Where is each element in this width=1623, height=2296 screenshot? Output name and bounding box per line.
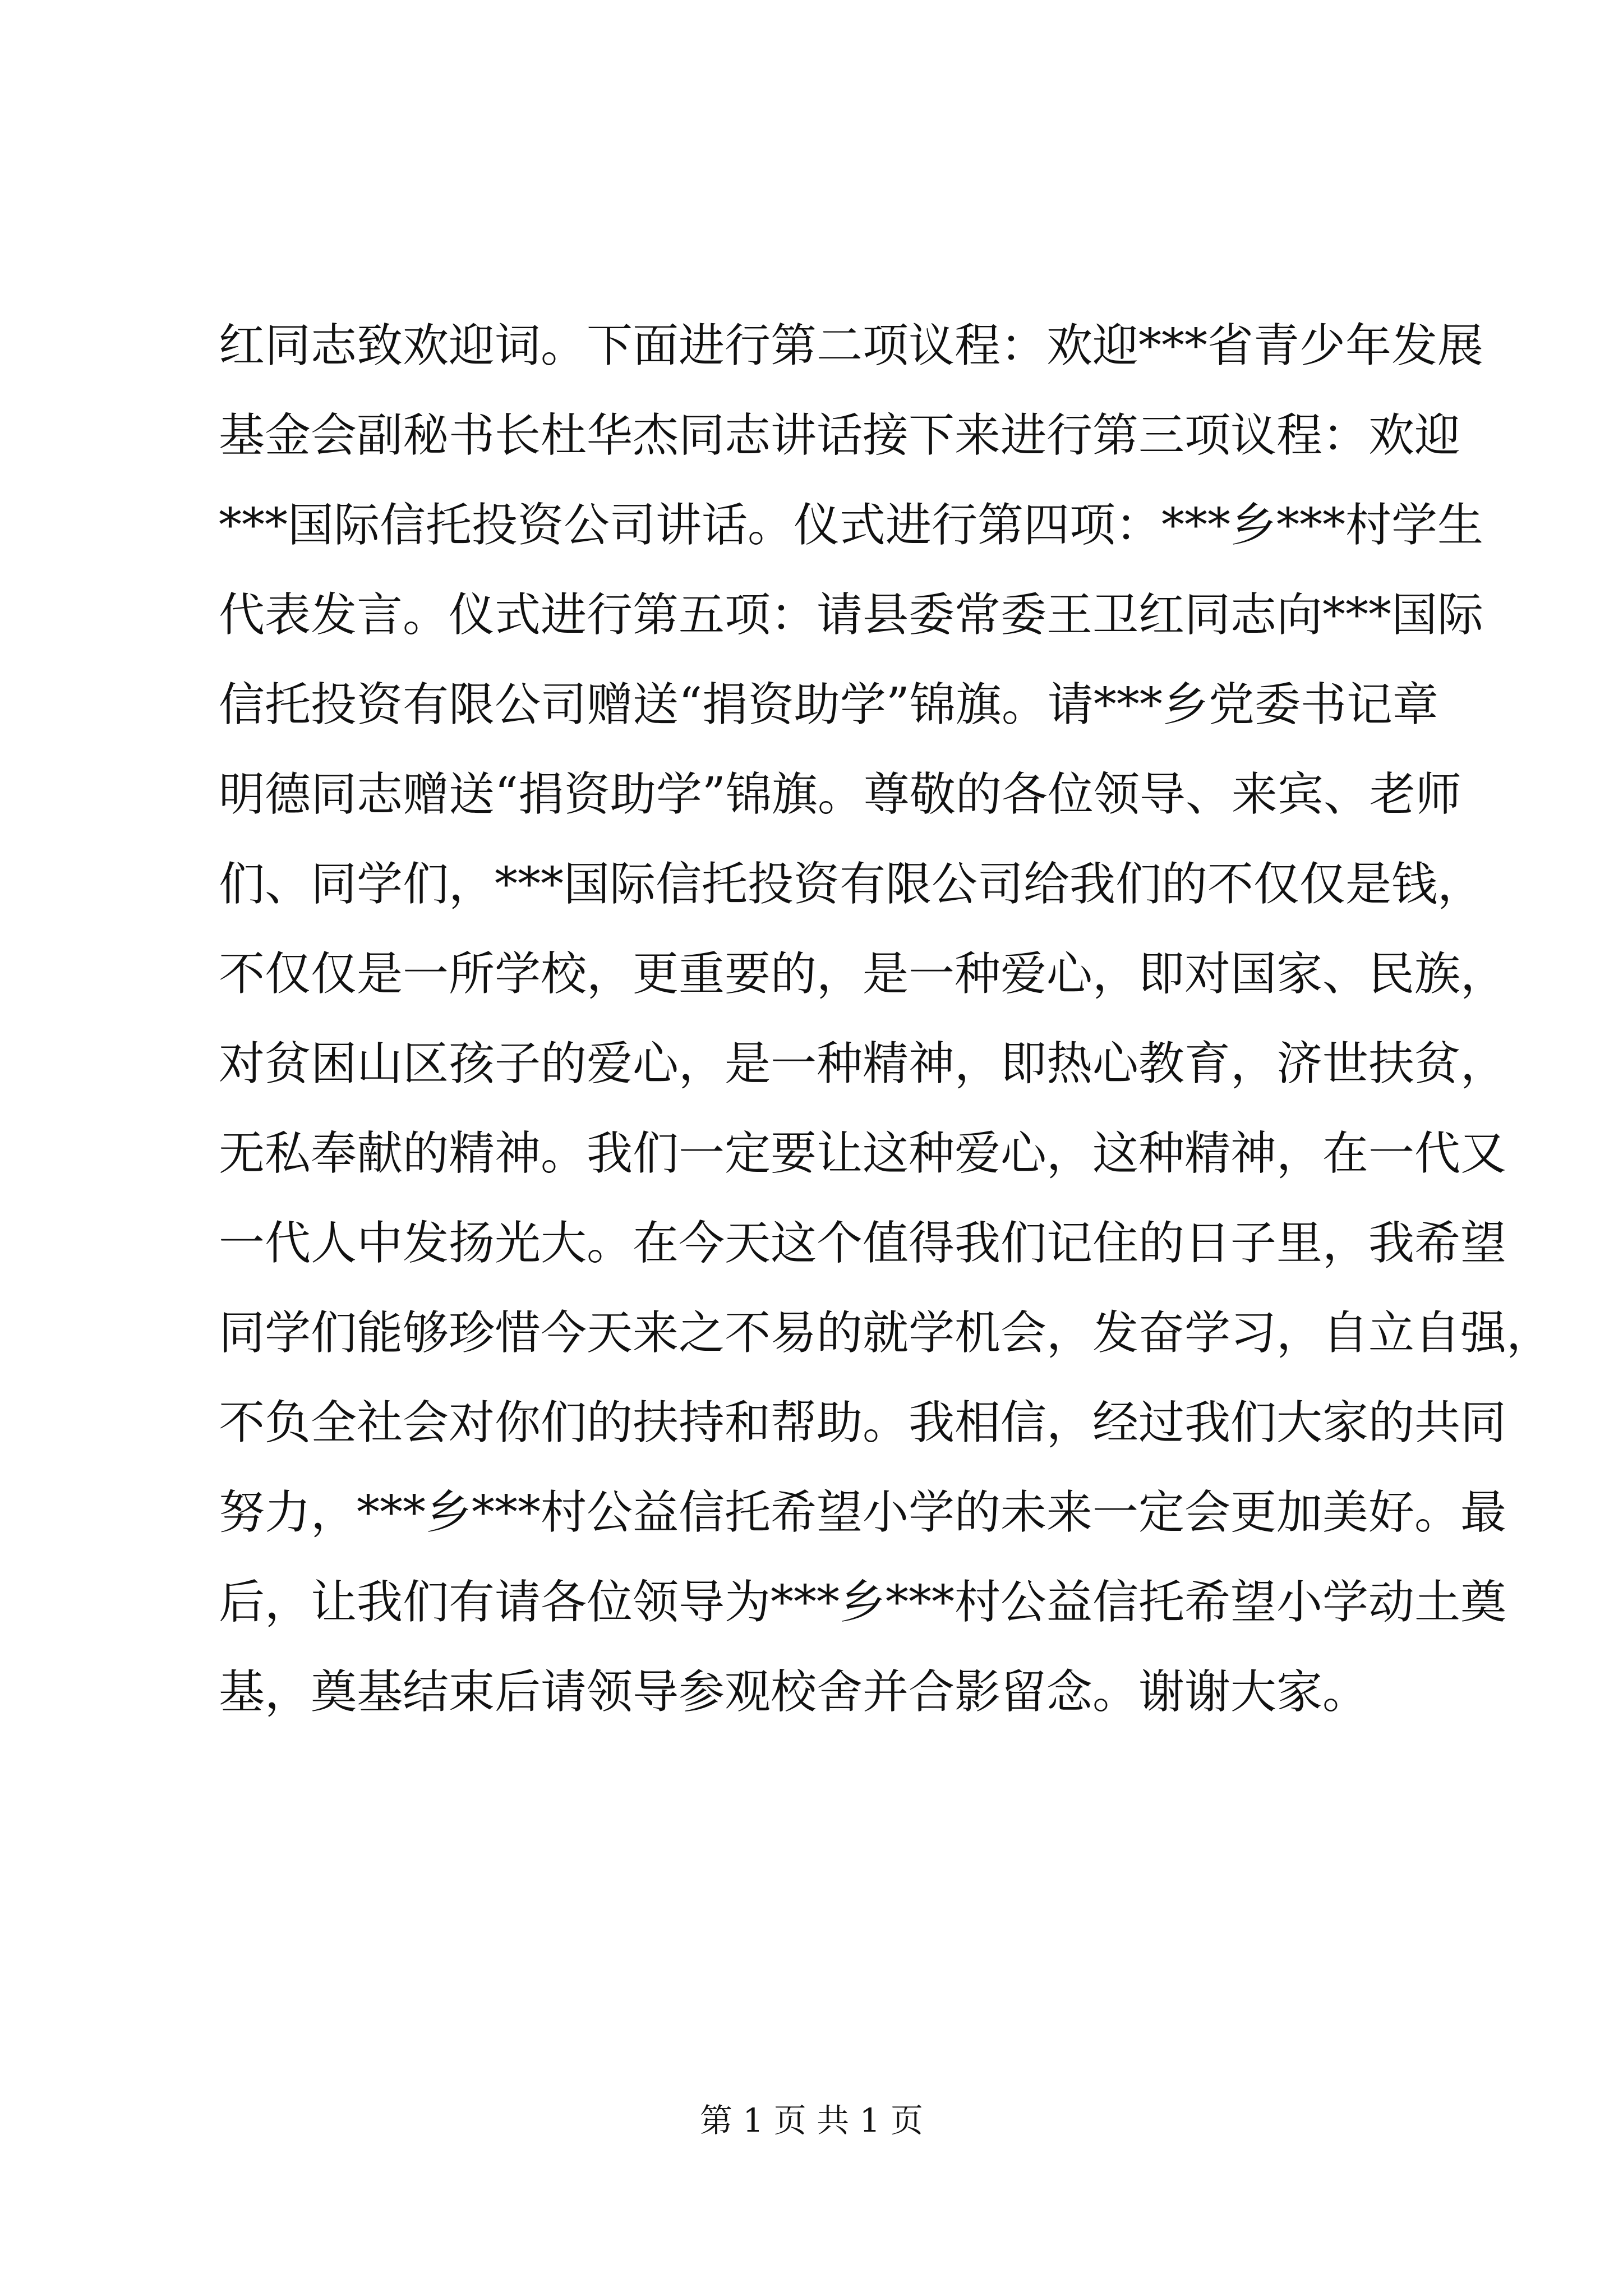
paragraph-line-9: 对贫困山区孩子的爱心，是一种精神，即热心教育，济世扶贫， (219, 1037, 1507, 1091)
paragraph-line-8: 不仅仅是一所学校，更重要的，是一种爱心，即对国家、民族， (219, 947, 1507, 1001)
paragraph-line-12: 同学们能够珍惜今天来之不易的就学机会，发奋学习，自立自强， (219, 1306, 1553, 1360)
paragraph-line-11: 一代人中发扬光大。在今天这个值得我们记住的日子里，我希望 (219, 1217, 1507, 1270)
paragraph-line-4: 代表发言。仪式进行第五项：请县委常委王卫红同志向***国际 (219, 588, 1484, 642)
page-number-footer: 第 1 页 共 1 页 (700, 2101, 923, 2139)
paragraph-line-1: 红同志致欢迎词。下面进行第二项议程：欢迎***省青少年发展 (219, 319, 1484, 372)
paragraph-line-3: ***国际信托投资公司讲话。仪式进行第四项：***乡***村学生 (219, 499, 1484, 552)
paragraph-line-14: 努力，***乡***村公益信托希望小学的未来一定会更加美好。最 (219, 1486, 1507, 1539)
paragraph-line-6: 明德同志赠送“捐资助学”锦旗。尊敬的各位领导、来宾、老师 (219, 768, 1461, 821)
paragraph-line-15: 后，让我们有请各位领导为***乡***村公益信托希望小学动土奠 (219, 1576, 1507, 1629)
paragraph-line-7: 们、同学们，***国际信托投资有限公司给我们的不仅仅是钱， (219, 858, 1484, 911)
paragraph-line-5: 信托投资有限公司赠送“捐资助学”锦旗。请***乡党委书记章 (219, 678, 1438, 731)
paragraph-line-10: 无私奉献的精神。我们一定要让这种爱心，这种精神，在一代又 (219, 1127, 1507, 1180)
paragraph-line-16: 基，奠基结束后请领导参观校舍并合影留念。谢谢大家。 (219, 1665, 1369, 1719)
body-paragraph (219, 301, 1553, 1737)
paragraph-line-13: 不负全社会对你们的扶持和帮助。我相信，经过我们大家的共同 (219, 1396, 1507, 1450)
paragraph-line-2: 基金会副秘书长杜华杰同志讲话接下来进行第三项议程：欢迎 (219, 409, 1461, 462)
